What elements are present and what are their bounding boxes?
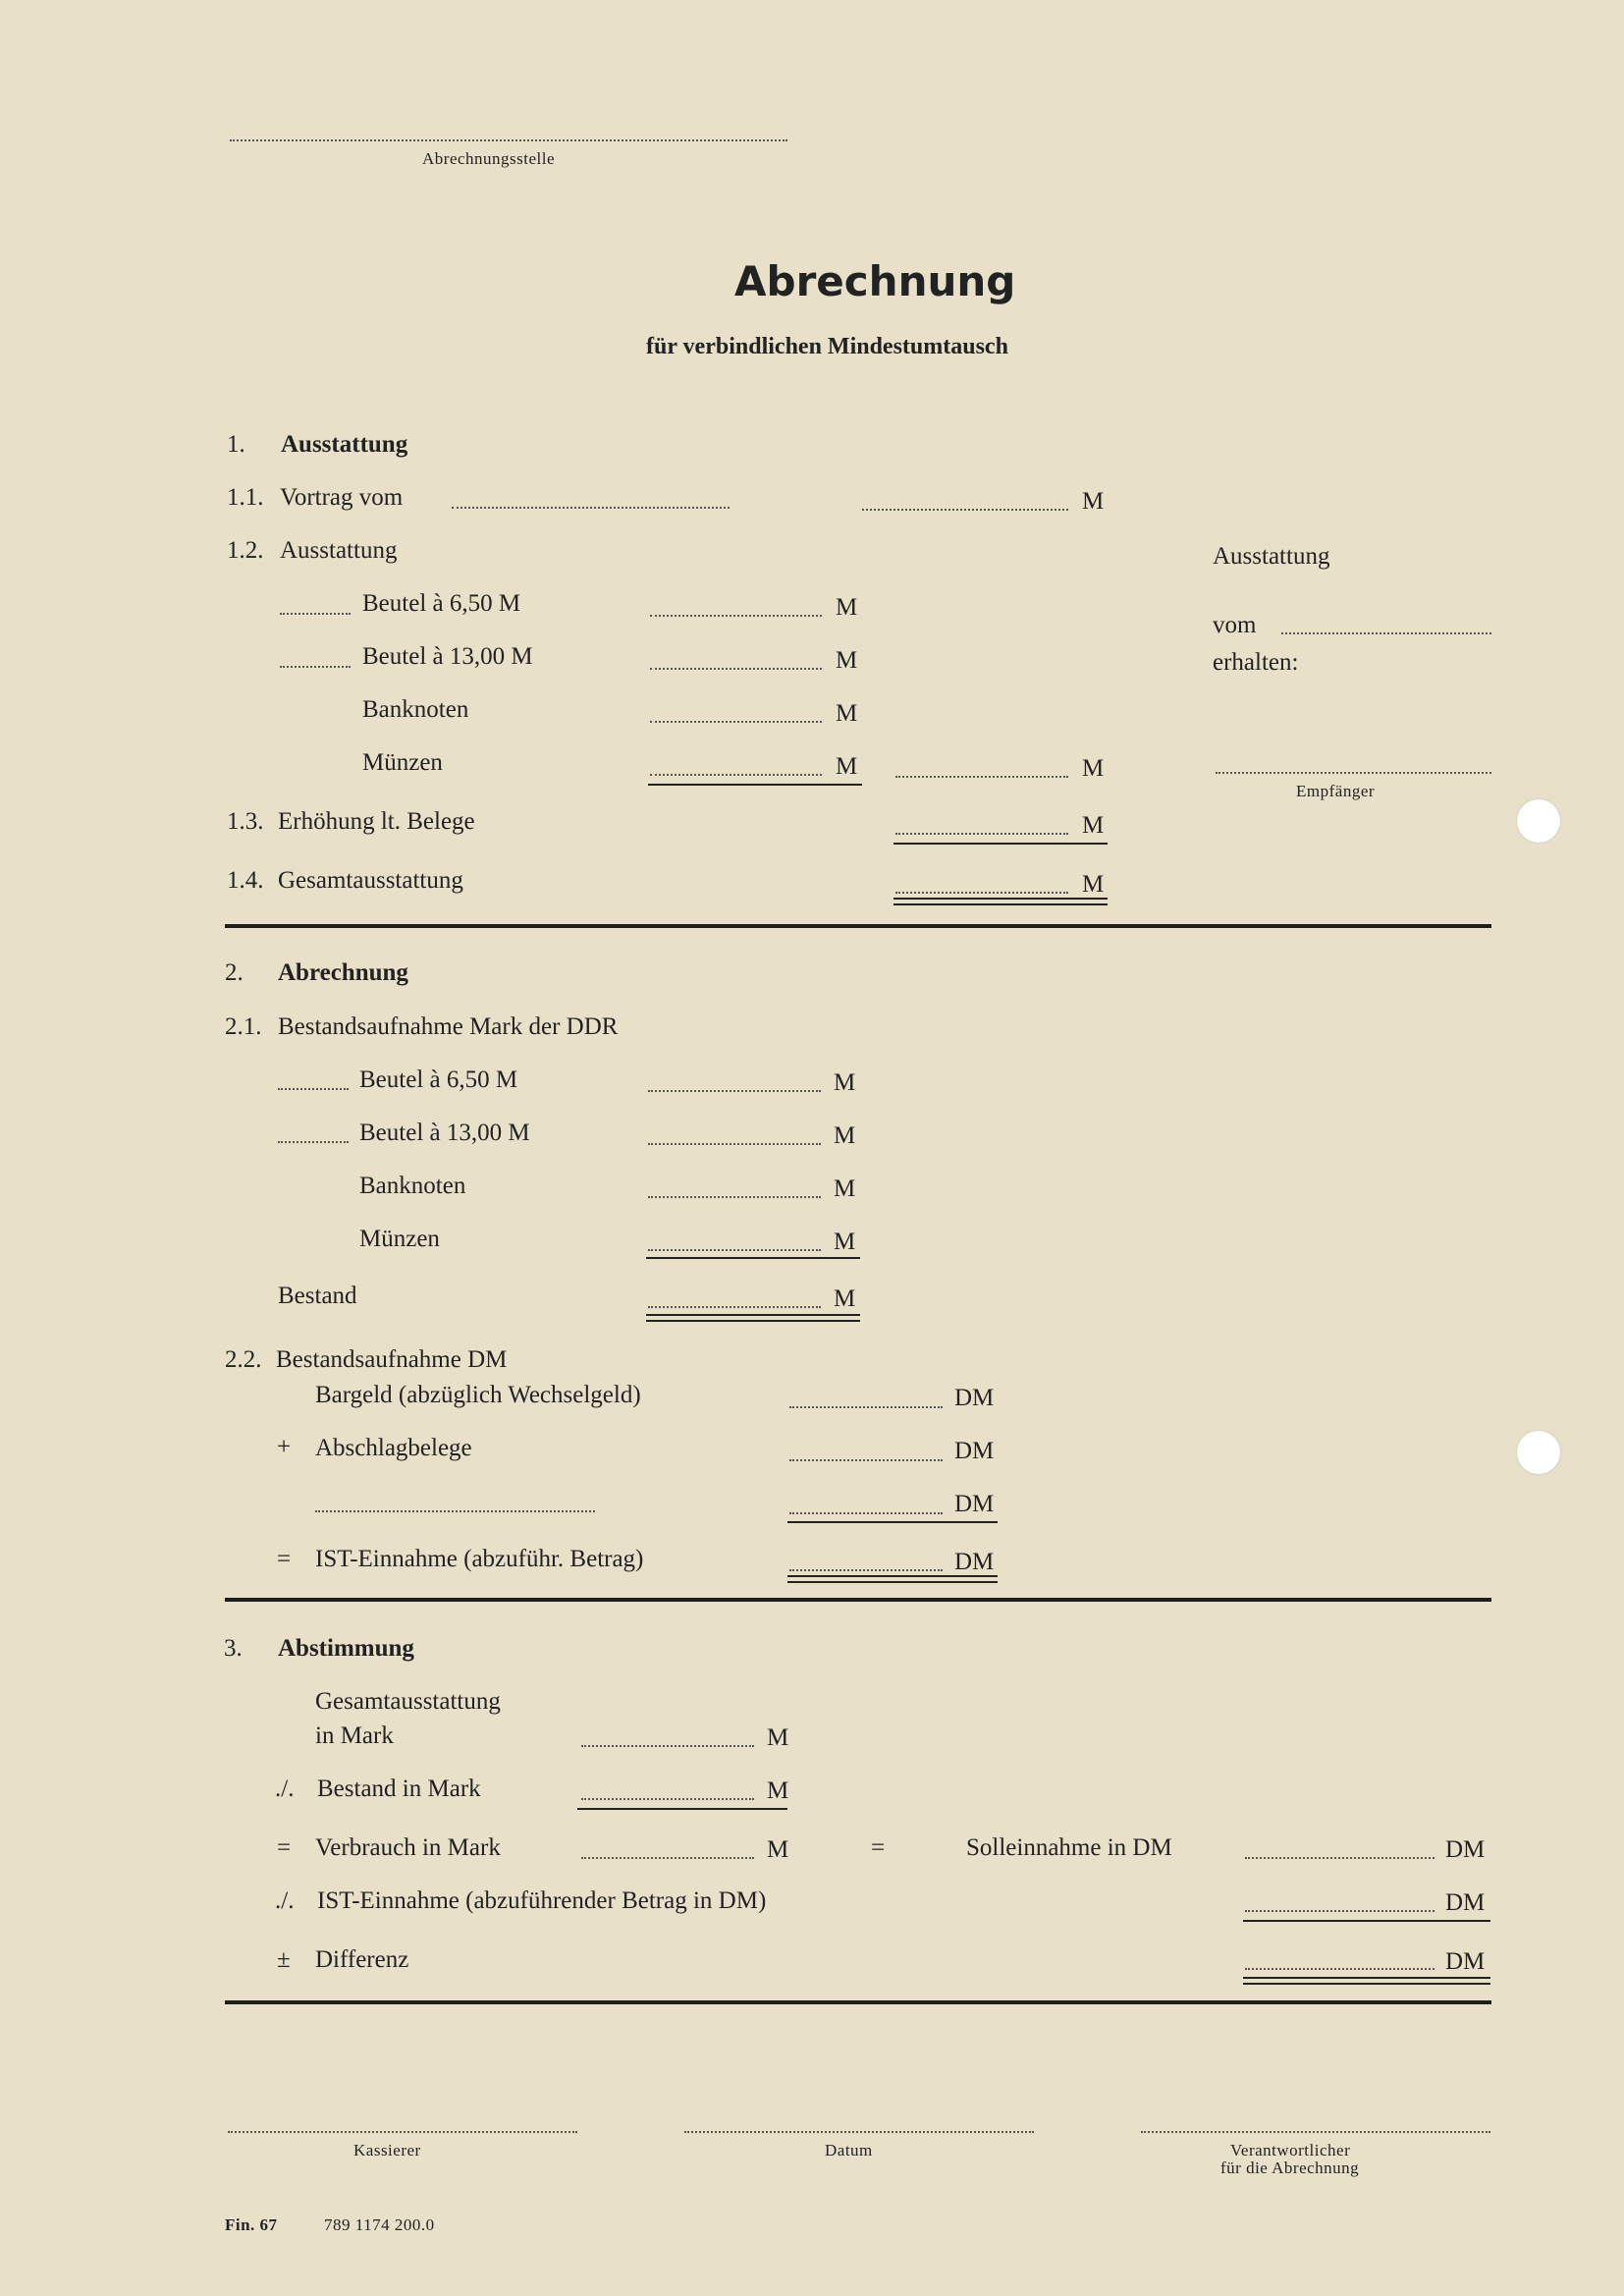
section3-number: 3. — [224, 1635, 243, 1662]
form-number: Fin. 67 — [225, 2215, 278, 2234]
plus-sign: + — [277, 1434, 292, 1460]
banknoten-label: Banknoten — [359, 1173, 466, 1199]
abschlagbelege-amount-field[interactable] — [789, 1459, 943, 1461]
empfaenger-signature-field[interactable] — [1216, 772, 1491, 774]
datum-field[interactable] — [684, 2131, 1034, 2133]
section1-number: 1. — [227, 431, 245, 458]
unit-m: M — [834, 1122, 856, 1149]
total-double-underline — [787, 1575, 998, 1583]
verantwortlicher-signature-field[interactable] — [1141, 2131, 1490, 2133]
subtotal-underline — [646, 1257, 860, 1259]
verbrauch-field[interactable] — [581, 1857, 754, 1859]
row-1-3-number: 1.3. — [227, 808, 264, 835]
verbrauch-label: Verbrauch in Mark — [315, 1834, 501, 1861]
abrechnungsstelle-label: Abrechnungsstelle — [422, 149, 556, 168]
gesamtausstattung-label-line2: in Mark — [315, 1722, 394, 1749]
section3-heading: Abstimmung — [278, 1635, 414, 1662]
beutel-650-label: Beutel à 6,50 M — [362, 590, 521, 617]
verantwortlicher-label-line1: Verantwortlicher — [1230, 2141, 1351, 2159]
abschlagbelege-label: Abschlagbelege — [315, 1435, 472, 1461]
bestand-label: Bestand — [278, 1283, 357, 1309]
row-1-1-number: 1.1. — [227, 484, 264, 511]
extra-item-label-field[interactable] — [315, 1510, 595, 1512]
bargeld-amount-field[interactable] — [789, 1406, 943, 1408]
unit-dm: DM — [954, 1491, 995, 1517]
kassierer-label: Kassierer — [353, 2141, 421, 2159]
ist-einnahme-amount-field[interactable] — [789, 1569, 943, 1571]
ist-einnahme-full-label: IST-Einnahme (abzuführender Betrag in DM) — [317, 1887, 767, 1914]
muenzen-amount-field[interactable] — [648, 1249, 821, 1251]
section-divider — [225, 1598, 1491, 1602]
solleinnahme-label: Solleinnahme in DM — [966, 1834, 1172, 1861]
unit-m: M — [767, 1777, 789, 1804]
form-subtitle: für verbindlichen Mindestumtausch — [646, 334, 1008, 359]
muenzen-label: Münzen — [362, 749, 443, 776]
beutel-650-count-field[interactable] — [280, 613, 351, 615]
beutel-1300-label: Beutel à 13,00 M — [362, 643, 533, 670]
unit-m: M — [1082, 812, 1105, 839]
muenzen-amount-field[interactable] — [650, 774, 822, 776]
unit-m: M — [836, 753, 858, 780]
banknoten-label: Banknoten — [362, 696, 469, 723]
abrechnungsstelle-line[interactable] — [230, 139, 787, 141]
unit-m: M — [836, 700, 858, 727]
equals-sign: = — [277, 1546, 292, 1572]
unit-m: M — [767, 1836, 789, 1863]
unit-m: M — [834, 1285, 856, 1312]
subtotal-underline — [577, 1808, 787, 1810]
punch-hole-top — [1517, 799, 1560, 843]
row-1-2-label: Ausstattung — [280, 537, 398, 564]
beutel-650-amount-field[interactable] — [648, 1090, 821, 1092]
equals-sign: = — [871, 1834, 886, 1861]
unit-dm: DM — [954, 1438, 995, 1464]
row-1-4-label: Gesamtausstattung — [278, 867, 463, 894]
unit-m: M — [1082, 755, 1105, 782]
beutel-650-label: Beutel à 6,50 M — [359, 1066, 518, 1093]
subtotal-underline — [1243, 1920, 1490, 1922]
unit-m: M — [836, 594, 858, 621]
section-divider — [225, 924, 1491, 928]
row-2-2-label: Bestandsaufnahme DM — [276, 1346, 508, 1373]
row-1-2-number: 1.2. — [227, 537, 264, 564]
vortrag-amount-field[interactable] — [862, 509, 1068, 511]
unit-m: M — [834, 1229, 856, 1255]
bestand-mark-field[interactable] — [581, 1798, 754, 1800]
receipt-heading: Ausstattung — [1213, 543, 1330, 570]
unit-m: M — [836, 647, 858, 674]
receipt-erhalten-label: erhalten: — [1213, 649, 1299, 676]
equals-sign: = — [277, 1834, 292, 1861]
receipt-vom-label: vom — [1213, 612, 1257, 638]
beutel-650-count-field[interactable] — [278, 1088, 349, 1090]
section-divider — [225, 2000, 1491, 2004]
section2-heading: Abrechnung — [278, 959, 408, 986]
form-title: Abrechnung — [734, 257, 1016, 305]
beutel-1300-label: Beutel à 13,00 M — [359, 1120, 530, 1146]
row-2-1-label: Bestandsaufnahme Mark der DDR — [278, 1013, 619, 1040]
verantwortlicher-label-line2: für die Abrechnung — [1220, 2159, 1360, 2177]
unit-dm: DM — [954, 1385, 995, 1411]
kassierer-signature-field[interactable] — [228, 2131, 577, 2133]
row-2-2-number: 2.2. — [225, 1346, 262, 1373]
unit-dm: DM — [1445, 1836, 1486, 1863]
ausstattung-subtotal-field[interactable] — [895, 776, 1068, 778]
punch-hole-bottom — [1517, 1431, 1560, 1474]
empfaenger-label: Empfänger — [1296, 782, 1376, 800]
unit-m: M — [1082, 871, 1105, 898]
bargeld-label: Bargeld (abzüglich Wechselgeld) — [315, 1382, 641, 1408]
beutel-1300-amount-field[interactable] — [648, 1143, 821, 1145]
bestand-amount-field[interactable] — [648, 1306, 821, 1308]
beutel-1300-count-field[interactable] — [278, 1141, 349, 1143]
unit-dm: DM — [1445, 1948, 1486, 1975]
vortrag-date-field[interactable] — [452, 507, 730, 509]
row-2-1-number: 2.1. — [225, 1013, 262, 1040]
total-double-underline — [646, 1314, 860, 1322]
row-1-1-label: Vortrag vom — [280, 484, 404, 511]
subtotal-underline — [648, 784, 862, 786]
datum-label: Datum — [825, 2141, 873, 2159]
unit-m: M — [834, 1069, 856, 1096]
bestand-mark-label: Bestand in Mark — [317, 1776, 481, 1802]
beutel-1300-amount-field[interactable] — [650, 668, 822, 670]
ist-einnahme-dm-field[interactable] — [1245, 1910, 1435, 1912]
gesamt-mark-field[interactable] — [581, 1745, 754, 1747]
total-double-underline — [893, 898, 1108, 905]
section1-heading: Ausstattung — [281, 431, 408, 458]
extra-item-amount-field[interactable] — [789, 1512, 943, 1514]
differenz-label: Differenz — [315, 1946, 409, 1973]
plusminus-sign: ± — [277, 1946, 291, 1973]
subtotal-underline — [787, 1521, 998, 1523]
form-print-code: 789 1174 200.0 — [324, 2215, 435, 2234]
beutel-1300-count-field[interactable] — [280, 666, 351, 668]
unit-m: M — [1082, 488, 1105, 515]
unit-m: M — [767, 1724, 789, 1751]
unit-dm: DM — [1445, 1889, 1486, 1916]
ist-einnahme-label: IST-Einnahme (abzuführ. Betrag) — [315, 1546, 644, 1572]
banknoten-amount-field[interactable] — [650, 721, 822, 723]
minus-sign: ./. — [275, 1887, 295, 1914]
differenz-field[interactable] — [1245, 1968, 1435, 1970]
solleinnahme-field[interactable] — [1245, 1857, 1435, 1859]
unit-m: M — [834, 1175, 856, 1202]
beutel-650-amount-field[interactable] — [650, 615, 822, 617]
section2-number: 2. — [225, 959, 244, 986]
unit-dm: DM — [954, 1549, 995, 1575]
muenzen-label: Münzen — [359, 1226, 440, 1252]
gesamtausstattung-label-line1: Gesamtausstattung — [315, 1688, 501, 1715]
row-1-4-number: 1.4. — [227, 867, 264, 894]
receipt-vom-field[interactable] — [1281, 632, 1491, 634]
row-1-3-label: Erhöhung lt. Belege — [278, 808, 475, 835]
erhoehung-amount-field[interactable] — [895, 833, 1068, 835]
banknoten-amount-field[interactable] — [648, 1196, 821, 1198]
subtotal-underline — [893, 843, 1108, 845]
gesamtausstattung-amount-field[interactable] — [895, 892, 1068, 894]
minus-sign: ./. — [275, 1776, 295, 1802]
total-double-underline — [1243, 1977, 1490, 1985]
